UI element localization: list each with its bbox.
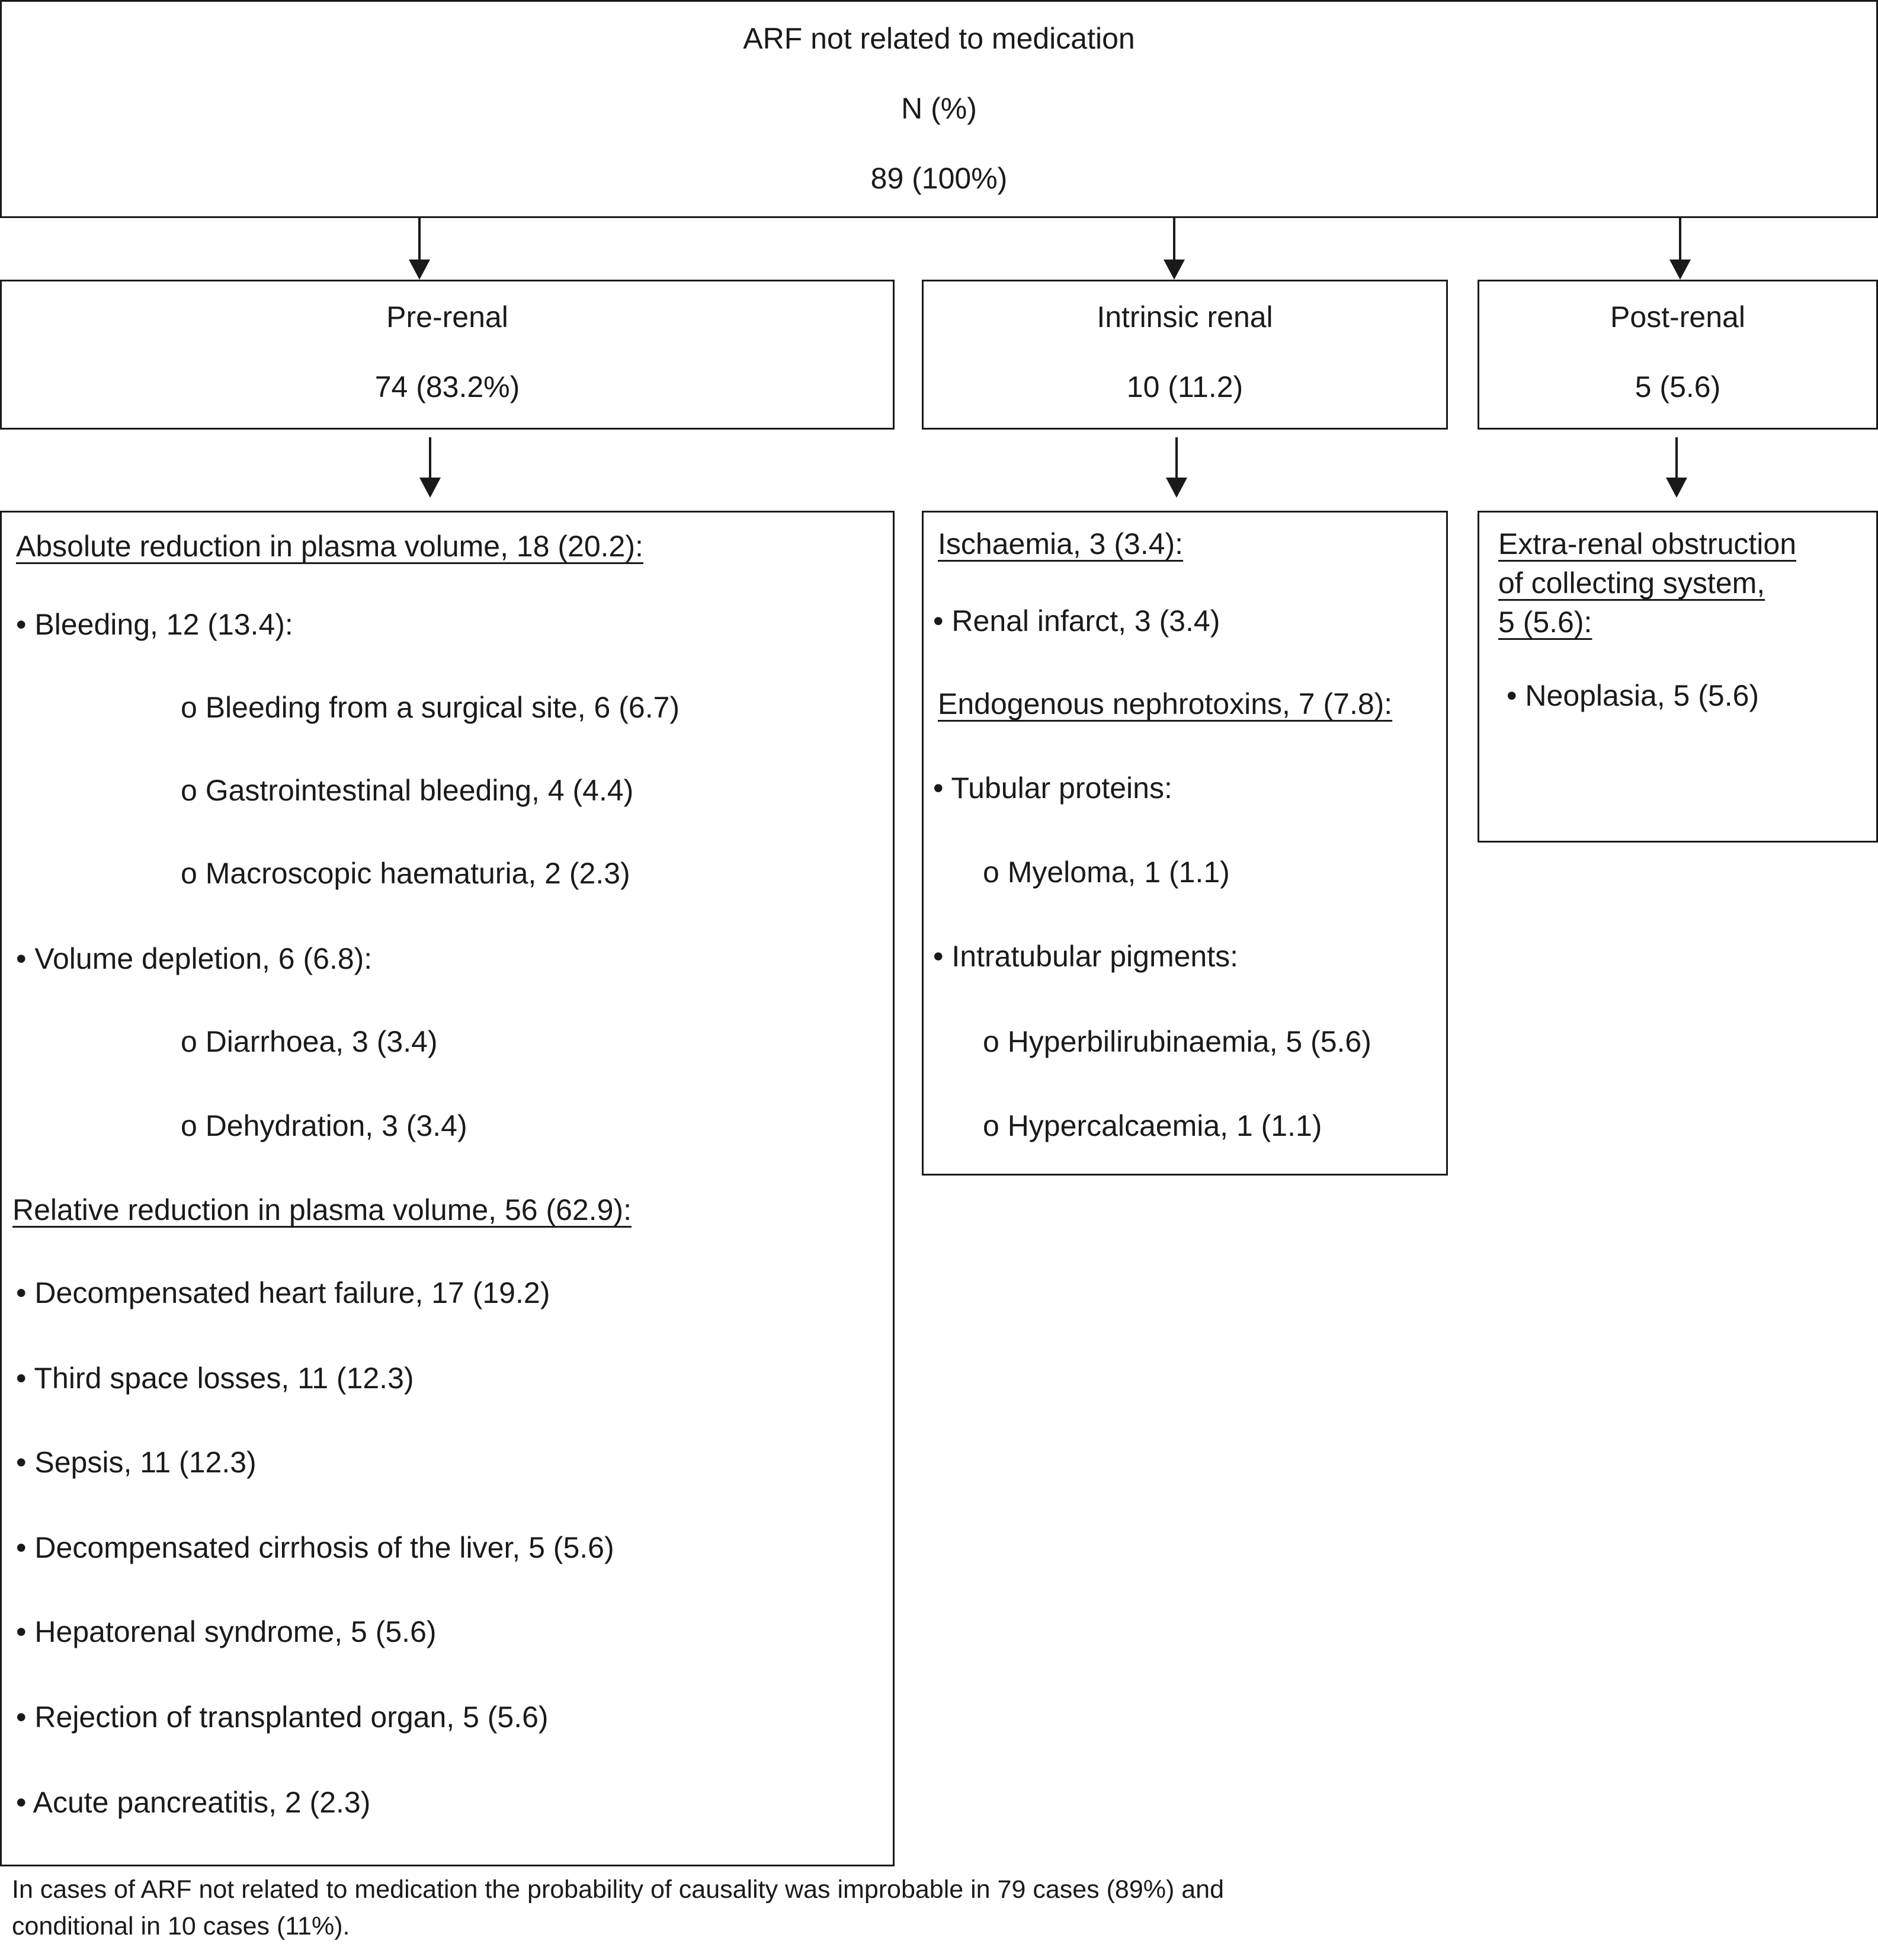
detail-sub: o Myeloma, 1 (1.1)	[983, 856, 1230, 889]
detail-sub: o Diarrhoea, 3 (3.4)	[181, 1025, 438, 1058]
top-total: 89 (100%)	[870, 162, 1008, 195]
detail-bullet: • Intratubular pigments:	[933, 940, 1238, 973]
detail-bullet: • Acute pancreatitis, 2 (2.3)	[16, 1786, 371, 1819]
postrenal-name: Post-renal	[1610, 300, 1745, 334]
arrow-prerenal-to-details	[419, 437, 441, 498]
arrow-top-to-postrenal	[1669, 218, 1691, 280]
detail-bullet: • Decompensated heart failure, 17 (19.2)	[16, 1276, 550, 1309]
detail-sub: o Gastrointestinal bleeding, 4 (4.4)	[181, 774, 634, 807]
detail-heading: Extra-renal obstruction	[1498, 527, 1797, 561]
detail-heading: 5 (5.6):	[1498, 606, 1592, 639]
detail-heading: of collecting system,	[1498, 566, 1765, 600]
detail-bullet: • Rejection of transplanted organ, 5 (5.6)	[16, 1700, 549, 1734]
prerenal-details-box	[0, 511, 895, 1866]
detail-bullet: • Renal infarct, 3 (3.4)	[933, 604, 1220, 638]
detail-bullet: • Tubular proteins:	[933, 771, 1172, 805]
detail-sub: o Macroscopic haematuria, 2 (2.3)	[181, 857, 630, 890]
detail-heading: Endogenous nephrotoxins, 7 (7.8):	[938, 687, 1393, 720]
postrenal-box	[1478, 280, 1878, 430]
postrenal-details-box	[1478, 511, 1878, 843]
arrow-postrenal-to-details	[1666, 437, 1687, 498]
prerenal-count: 74 (83.2%)	[374, 370, 520, 403]
prerenal-name: Pre-renal	[386, 300, 508, 334]
detail-bullet: • Sepsis, 11 (12.3)	[16, 1446, 257, 1479]
arrow-top-to-prerenal	[409, 218, 430, 280]
detail-bullet: • Third space losses, 11 (12.3)	[16, 1362, 414, 1395]
detail-bullet: • Neoplasia, 5 (5.6)	[1507, 679, 1760, 712]
detail-sub: o Hypercalcaemia, 1 (1.1)	[983, 1109, 1322, 1142]
intrinsic-details-box	[922, 511, 1448, 1176]
postrenal-count: 5 (5.6)	[1635, 370, 1721, 403]
prerenal-box	[0, 280, 895, 430]
intrinsic-name: Intrinsic renal	[1097, 300, 1273, 334]
footnote-line-1: In cases of ARF not related to medication the probability of causality was improbable in 79 cases (89%) and	[12, 1875, 1224, 1904]
arrow-top-to-intrinsic	[1164, 218, 1185, 280]
detail-bullet: • Decompensated cirrhosis of the liver, 5 (5.6)	[16, 1531, 614, 1564]
detail-sub: o Bleeding from a surgical site, 6 (6.7)	[181, 691, 680, 724]
top-title: ARF not related to medication	[743, 22, 1135, 55]
detail-sub: o Dehydration, 3 (3.4)	[181, 1109, 467, 1142]
detail-heading: Relative reduction in plasma volume, 56 (62.9):	[12, 1193, 632, 1226]
arrow-intrinsic-to-details	[1166, 437, 1187, 498]
detail-heading: Absolute reduction in plasma volume, 18 (20.2):	[16, 530, 643, 563]
intrinsic-box	[922, 280, 1448, 430]
detail-bullet: • Bleeding, 12 (13.4):	[16, 608, 293, 641]
top-box	[0, 0, 1878, 218]
detail-bullet: • Volume depletion, 6 (6.8):	[16, 942, 373, 975]
top-subtitle: N (%)	[901, 92, 977, 125]
detail-heading: Ischaemia, 3 (3.4):	[938, 527, 1184, 561]
footnote-line-2: conditional in 10 cases (11%).	[12, 1912, 350, 1940]
detail-sub: o Hyperbilirubinaemia, 5 (5.6)	[983, 1025, 1371, 1058]
intrinsic-count: 10 (11.2)	[1126, 370, 1244, 403]
detail-bullet: • Hepatorenal syndrome, 5 (5.6)	[16, 1615, 437, 1648]
